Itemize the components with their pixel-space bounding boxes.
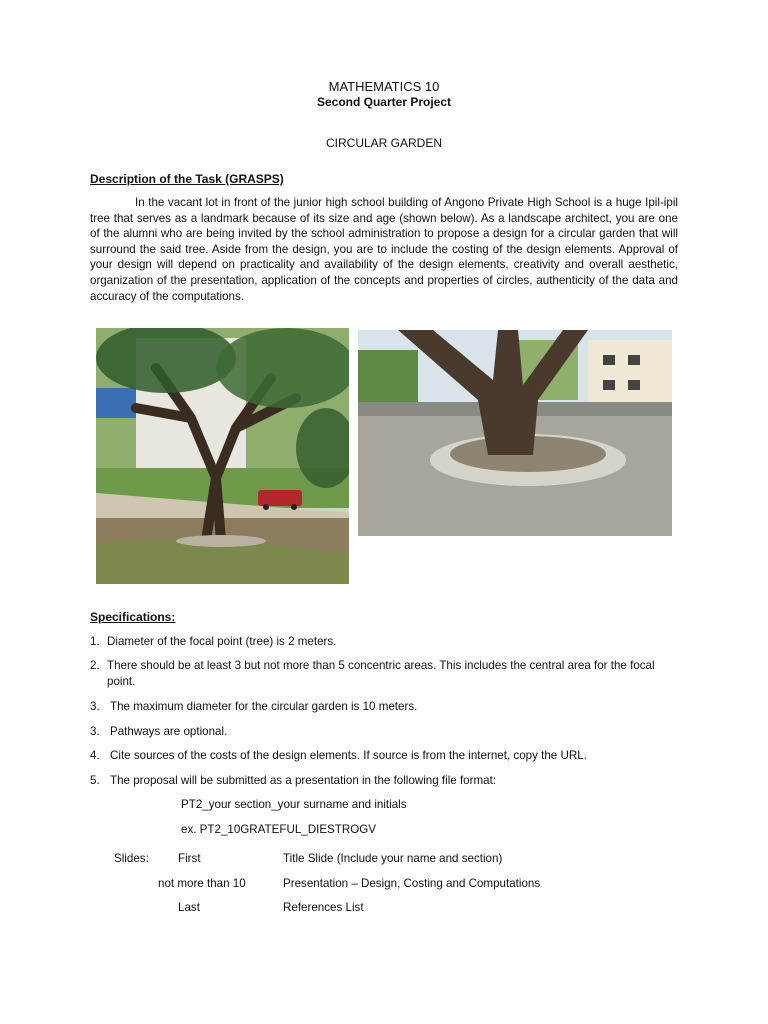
- slide-content: Title Slide (Include your name and section): [283, 852, 503, 865]
- description-paragraph: In the vacant lot in front of the junior high school building of Angono Private High School is a huge Ipil-ipil tree that serves as a landmark because of its size and age (shown below). As a landscape architect, you are one of the alumni who are being invited by the school administration to propose a design for a circular garden that will surround the said tree. Aside from the design, you are to include the costing of the design elements. Approval of your design will depend on practicality and availability of the design elements, creativity and overall aesthetic, organization of the presentation, application of the concepts and properties of circles, authenticity of the data and accuracy of the computations.: [90, 196, 678, 303]
- slide-content: Presentation – Design, Costing and Computations: [283, 877, 541, 890]
- specifications-heading: Specifications:: [90, 610, 176, 624]
- list-item-text: Pathways are optional.: [110, 725, 228, 738]
- tree-photo-right: [358, 330, 672, 536]
- list-item-text: There should be at least 3 but not more than 5 concentric areas. This includes the central area for the focal point.: [107, 659, 655, 688]
- project-name: CIRCULAR GARDEN: [325, 136, 442, 150]
- list-item: [90, 748, 690, 764]
- list-item-number: 3.: [90, 725, 100, 738]
- list-item-number: 5.: [90, 774, 100, 787]
- list-item-number: 4.: [90, 749, 100, 762]
- list-item-text: Diameter of the focal point (tree) is 2 meters.: [107, 635, 337, 648]
- list-item-text: The maximum diameter for the circular garden is 10 meters.: [110, 700, 418, 713]
- slide-position: First: [178, 852, 201, 865]
- list-item: [90, 634, 690, 650]
- list-item-number: 3.: [90, 700, 100, 713]
- list-item-text: Cite sources of the costs of the design elements. If source is from the internet, copy the URL.: [110, 749, 587, 762]
- list-item: [90, 724, 690, 740]
- file-format-line: PT2_your section_your surname and initials: [181, 798, 407, 811]
- slide-position: not more than 10: [158, 877, 246, 890]
- list-item: [90, 773, 690, 789]
- file-format-example: ex. PT2_10GRATEFUL_DIESTROGV: [181, 823, 377, 836]
- list-item: [90, 699, 690, 715]
- list-item-number: 2.: [90, 659, 100, 672]
- slides-label: Slides:: [114, 852, 149, 865]
- slide-position: Last: [178, 901, 200, 914]
- tree-photo-left: [96, 328, 349, 584]
- list-item-text: The proposal will be submitted as a presentation in the following file format:: [110, 774, 497, 787]
- document-title: MATHEMATICS 10: [328, 79, 440, 94]
- list-item-number: 1.: [90, 635, 100, 648]
- list-item: [90, 658, 690, 690]
- document-subtitle: Second Quarter Project: [316, 95, 452, 109]
- description-heading: Description of the Task (GRASPS): [90, 172, 284, 186]
- slide-content: References List: [283, 901, 364, 914]
